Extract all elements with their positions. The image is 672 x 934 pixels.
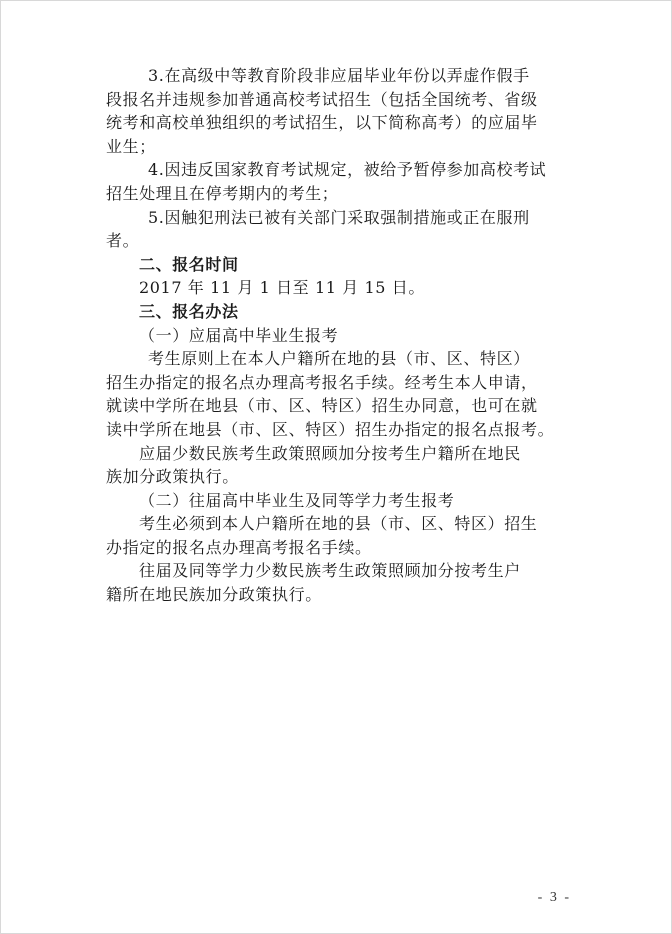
text-line: 4.因违反国家教育考试规定，被给予暂停参加高校考试 (148, 160, 547, 180)
list-item-3 (106, 64, 578, 158)
list-item-4 (106, 158, 578, 205)
paragraph (106, 512, 578, 559)
text-line: 应届少数民族考生政策照顾加分按考生户籍所在地民 (139, 443, 521, 463)
text-line: 段报名并违规参加普通高校考试招生（包括全国统考、省级 (106, 89, 538, 109)
text-line: 者。 (106, 231, 140, 251)
page-number: - 3 - (537, 890, 571, 905)
paragraph (106, 442, 578, 489)
paragraph (106, 347, 578, 441)
text-line: 往届及同等学力少数民族考生政策照顾加分按考生户 (139, 561, 521, 581)
text-line: 统考和高校单独组织的考试招生，以下简称高考）的应届毕 (106, 113, 538, 133)
text-line: 就读中学所在地县（市、区、特区）招生办同意，也可在就 (106, 396, 538, 416)
subsection-heading-current-graduates: （一）应届高中毕业生报考 (139, 325, 339, 345)
paragraph (106, 559, 578, 606)
registration-date: 2017 年 11 月 1 日至 11 月 15 日。 (139, 278, 425, 298)
list-item-5 (106, 206, 578, 253)
text-line: 招生处理且在停考期内的考生； (106, 183, 339, 203)
text-line: 办指定的报名点办理高考报名手续。 (106, 537, 372, 557)
subsection-heading-past-graduates: （二）往届高中毕业生及同等学力考生报考 (139, 490, 455, 510)
section-heading-registration-method: 三、报名办法 (139, 301, 239, 321)
text-line: 读中学所在地县（市、区、特区）招生办指定的报名点报考。 (106, 419, 555, 439)
text-line: 3.在高级中等教育阶段非应届毕业年份以弄虚作假手 (148, 66, 530, 85)
document-body (106, 64, 578, 607)
text-line: 业生； (106, 136, 156, 156)
text-line: 考生必须到本人户籍所在地的县（市、区、特区）招生 (139, 514, 538, 534)
text-line: 籍所在地民族加分政策执行。 (106, 585, 322, 605)
text-line: 招生办指定的报名点办理高考报名手续。经考生本人申请， (106, 372, 538, 392)
text-line: 考生原则上在本人户籍所在地的县（市、区、特区） (148, 349, 530, 369)
text-line: 5.因触犯刑法已被有关部门采取强制措施或正在服刑 (148, 207, 530, 227)
section-heading-registration-time: 二、报名时间 (139, 254, 239, 274)
text-line: 族加分政策执行。 (106, 467, 239, 487)
